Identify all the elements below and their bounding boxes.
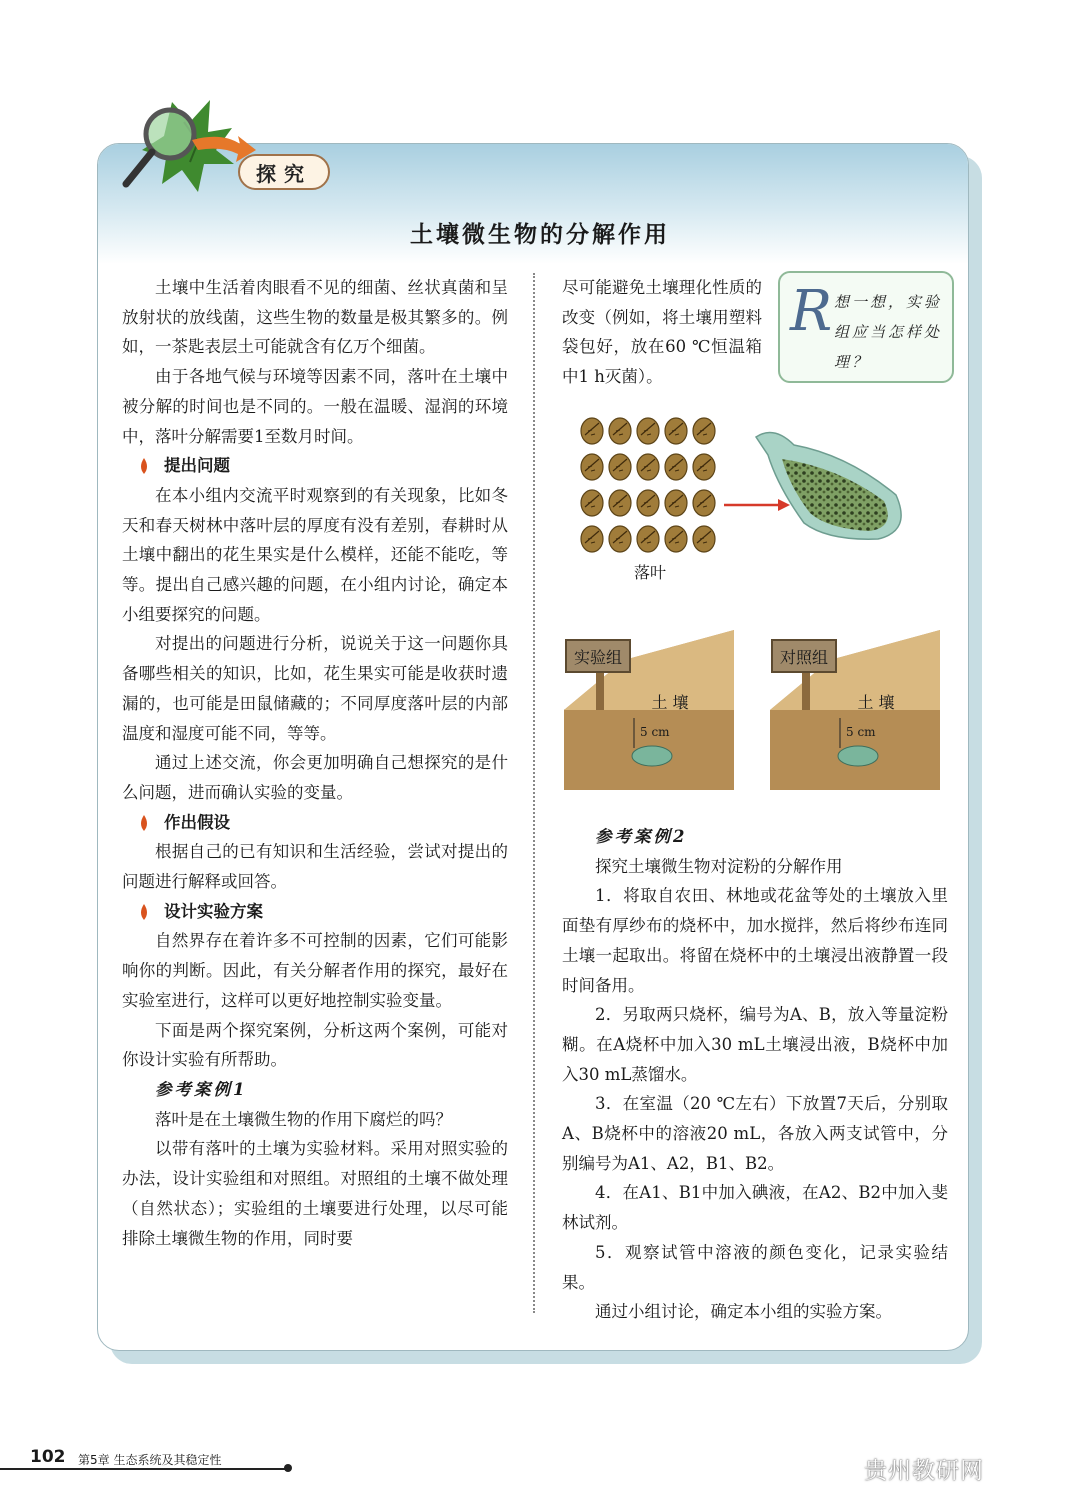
think-box <box>778 271 954 383</box>
case2-step: 5．观察试管中溶液的颜色变化，记录实验结果。 <box>562 1242 948 1292</box>
hypothesis-paragraph: 根据自己的已有知识和生活经验，尝试对提出的问题进行解释或回答。 <box>122 842 508 892</box>
column-divider <box>533 273 535 1313</box>
drop-bullet-icon <box>138 458 150 474</box>
case2-step: 2．另取两只烧杯，编号为A、B，放入等量淀粉糊。在A烧杯中加入30 mL土壤浸出液，B烧杯中加入30 mL蒸馏水。 <box>562 1005 948 1084</box>
watermark: 贵州教研网 <box>864 1458 984 1484</box>
section-heading-question <box>122 451 508 481</box>
depth-label: 5 cm <box>640 725 670 739</box>
think-box-text: 想一想，实验组应当怎样处理？ <box>834 293 943 371</box>
left-column <box>122 273 508 1253</box>
case2-step: 1．将取自农田、林地或花盆等处的土壤放入里面垫有厚纱布的烧杯中，加水搅拌，然后将纱布连同土壤一起取出。将留在烧杯中的土壤浸出液静置一段时间备用。 <box>562 886 948 995</box>
case2-step: 3．在室温（20 ℃左右）下放置7天后，分别取A、B烧杯中的溶液20 mL，各放入两支试管中，分别编号为A1、A2，B1、B2。 <box>562 1094 948 1173</box>
drop-bullet-icon <box>138 904 150 920</box>
page-number: 102 <box>30 1447 66 1467</box>
section-heading-label: 作出假设 <box>164 812 230 832</box>
footer-rule <box>0 1468 290 1470</box>
experiment-sign-label: 实验组 <box>573 648 623 667</box>
soil-label: 土 壤 <box>651 693 689 712</box>
footer-dot <box>284 1464 292 1472</box>
section-heading-label: 提出问题 <box>164 456 230 476</box>
case2-subtitle: 探究土壤微生物对淀粉的分解作用 <box>595 856 843 876</box>
soil-label: 土 壤 <box>857 693 895 712</box>
section-heading-hypothesis <box>122 808 508 838</box>
case1-title: 参考案例1 <box>155 1079 248 1099</box>
leaves-to-bag-illustration <box>578 415 918 590</box>
page-title: 土壤微生物的分解作用 <box>410 221 670 248</box>
think-box-letter: R <box>790 279 833 344</box>
section-heading-label: 设计实验方案 <box>164 901 263 921</box>
case2-conclusion: 通过小组讨论，确定本小组的实验方案。 <box>595 1302 892 1322</box>
question-paragraph-3: 通过上述交流，你会更加明确自己想探究的是什么问题，进而确认实验的变量。 <box>122 753 508 802</box>
drop-bullet-icon <box>138 815 150 831</box>
case2-title: 参考案例2 <box>595 827 688 846</box>
depth-label: 5 cm <box>846 725 876 739</box>
control-sign-label: 对照组 <box>779 648 829 667</box>
case1-question: 落叶是在土壤微生物的作用下腐烂的吗？ <box>155 1109 452 1129</box>
right-column-top <box>562 273 762 392</box>
experiment-group-soil-diagram <box>564 630 734 790</box>
inquiry-tag: 探究 <box>238 154 330 190</box>
wechat-icon <box>830 1456 860 1480</box>
case1-paragraph: 以带有落叶的土壤为实验材料。采用对照实验的办法，设计实验组和对照组。对照组的土壤不做处理（自然状态）；实验组的土壤要进行处理，以尽可能排除土壤微生物的作用，同时要 <box>122 1139 508 1248</box>
intro-paragraph-1: 土壤中生活着肉眼看不见的细菌、丝状真菌和呈放射状的放线菌，这些生物的数量是极其繁多的。例如，一茶匙表层土可能就含有亿万个细菌。 <box>122 278 508 357</box>
case1-continuation: 尽可能避免土壤理化性质的改变（例如，将土壤用塑料袋包好，放在60 ℃恒温箱中1 h灭菌）。 <box>562 278 762 387</box>
intro-paragraph-2: 由于各地气候与环境等因素不同，落叶在土壤中被分解的时间也是不同的。一般在温暖、湿润的环境中，落叶分解需要1至数月时间。 <box>122 367 508 446</box>
leaves-label: 落叶 <box>634 563 667 582</box>
case2-step: 4．在A1、B1中加入碘液，在A2、B2中加入斐林试剂。 <box>562 1183 948 1233</box>
right-column-case2 <box>562 822 948 1327</box>
design-paragraph-2: 下面是两个探究案例，分析这两个案例，可能对你设计实验有所帮助。 <box>122 1020 508 1070</box>
control-group-soil-diagram <box>770 630 940 790</box>
design-paragraph-1: 自然界存在着许多不可控制的因素，它们可能影响你的判断。因此，有关分解者作用的探究，最好在实验室进行，这样可以更好地控制实验变量。 <box>122 931 508 1010</box>
section-heading-design <box>122 897 508 927</box>
question-paragraph-1: 在本小组内交流平时观察到的有关现象，比如冬天和春天树林中落叶层的厚度有没有差别，春耕时从土壤中翻出的花生果实是什么模样，还能不能吃，等等。提出自己感兴趣的问题，在小组内讨论，确定本小组要探究的问题。 <box>122 485 508 624</box>
question-paragraph-2: 对提出的问题进行分析，说说关于这一问题你具备哪些相关的知识，比如，花生果实可能是收获时遗漏的，也可能是田鼠储藏的；不同厚度落叶层的内部温度和湿度可能不同，等等。 <box>122 634 508 743</box>
chapter-label: 第5章 生态系统及其稳定性 <box>78 1453 222 1467</box>
